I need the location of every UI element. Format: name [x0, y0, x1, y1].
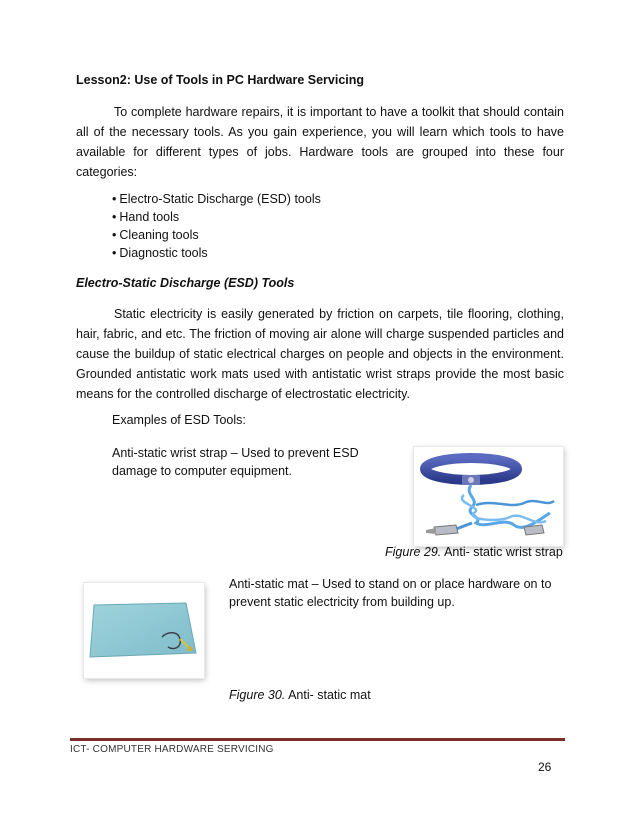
list-item: • Diagnostic tools [112, 244, 321, 262]
list-item: • Electro-Static Discharge (ESD) tools [112, 190, 321, 208]
anti-static-mat-image [84, 583, 204, 678]
wrist-strap-description: Anti-static wrist strap – Used to prevent ESD damage to computer equipment. [112, 446, 359, 478]
figure-30-caption [229, 688, 371, 702]
intro-paragraph: To complete hardware repairs, it is important to have a toolkit that should contain all of the necessary tools. As you gain experience, you will learn which tools to have available for different types of jobs. Hardware tools are grouped into these four categories: [76, 105, 564, 179]
mat-description: Anti-static mat – Used to stand on or place hardware on to prevent static electricity from building up. [229, 577, 552, 609]
examples-label: Examples of ESD Tools: [112, 413, 246, 427]
lesson-title: Lesson2: Use of Tools in PC Hardware Servicing [76, 73, 365, 87]
figure-number: Figure 29. [385, 545, 442, 559]
figure-caption-text: Anti- static mat [285, 688, 371, 702]
footer-rule [70, 738, 565, 741]
footer-text: ICT- COMPUTER HARDWARE SERVICING [70, 744, 274, 755]
wrist-strap-image [414, 447, 563, 546]
category-list [112, 190, 321, 262]
figure-caption-text: Anti- static wrist strap [441, 545, 563, 559]
figure-number: Figure 30. [229, 688, 286, 702]
esd-paragraph: Static electricity is easily generated by friction on carpets, tile flooring, clothing, hair, fabric, and etc. The friction of moving air alone will charge suspended particles and cause the buildup of static electrical charges on people and objects in the environment. Grounded antistatic work mats used with antistatic wrist straps provide the most basic means for the controlled discharge of electrostatic electricity. [76, 307, 564, 401]
mat-photo [84, 583, 204, 678]
figure-29-caption [385, 545, 563, 559]
page-number: 26 [538, 760, 552, 774]
wrist-strap-photo [414, 447, 563, 546]
list-item: • Cleaning tools [112, 226, 321, 244]
section-heading: Electro-Static Discharge (ESD) Tools [76, 276, 295, 290]
list-item: • Hand tools [112, 208, 321, 226]
